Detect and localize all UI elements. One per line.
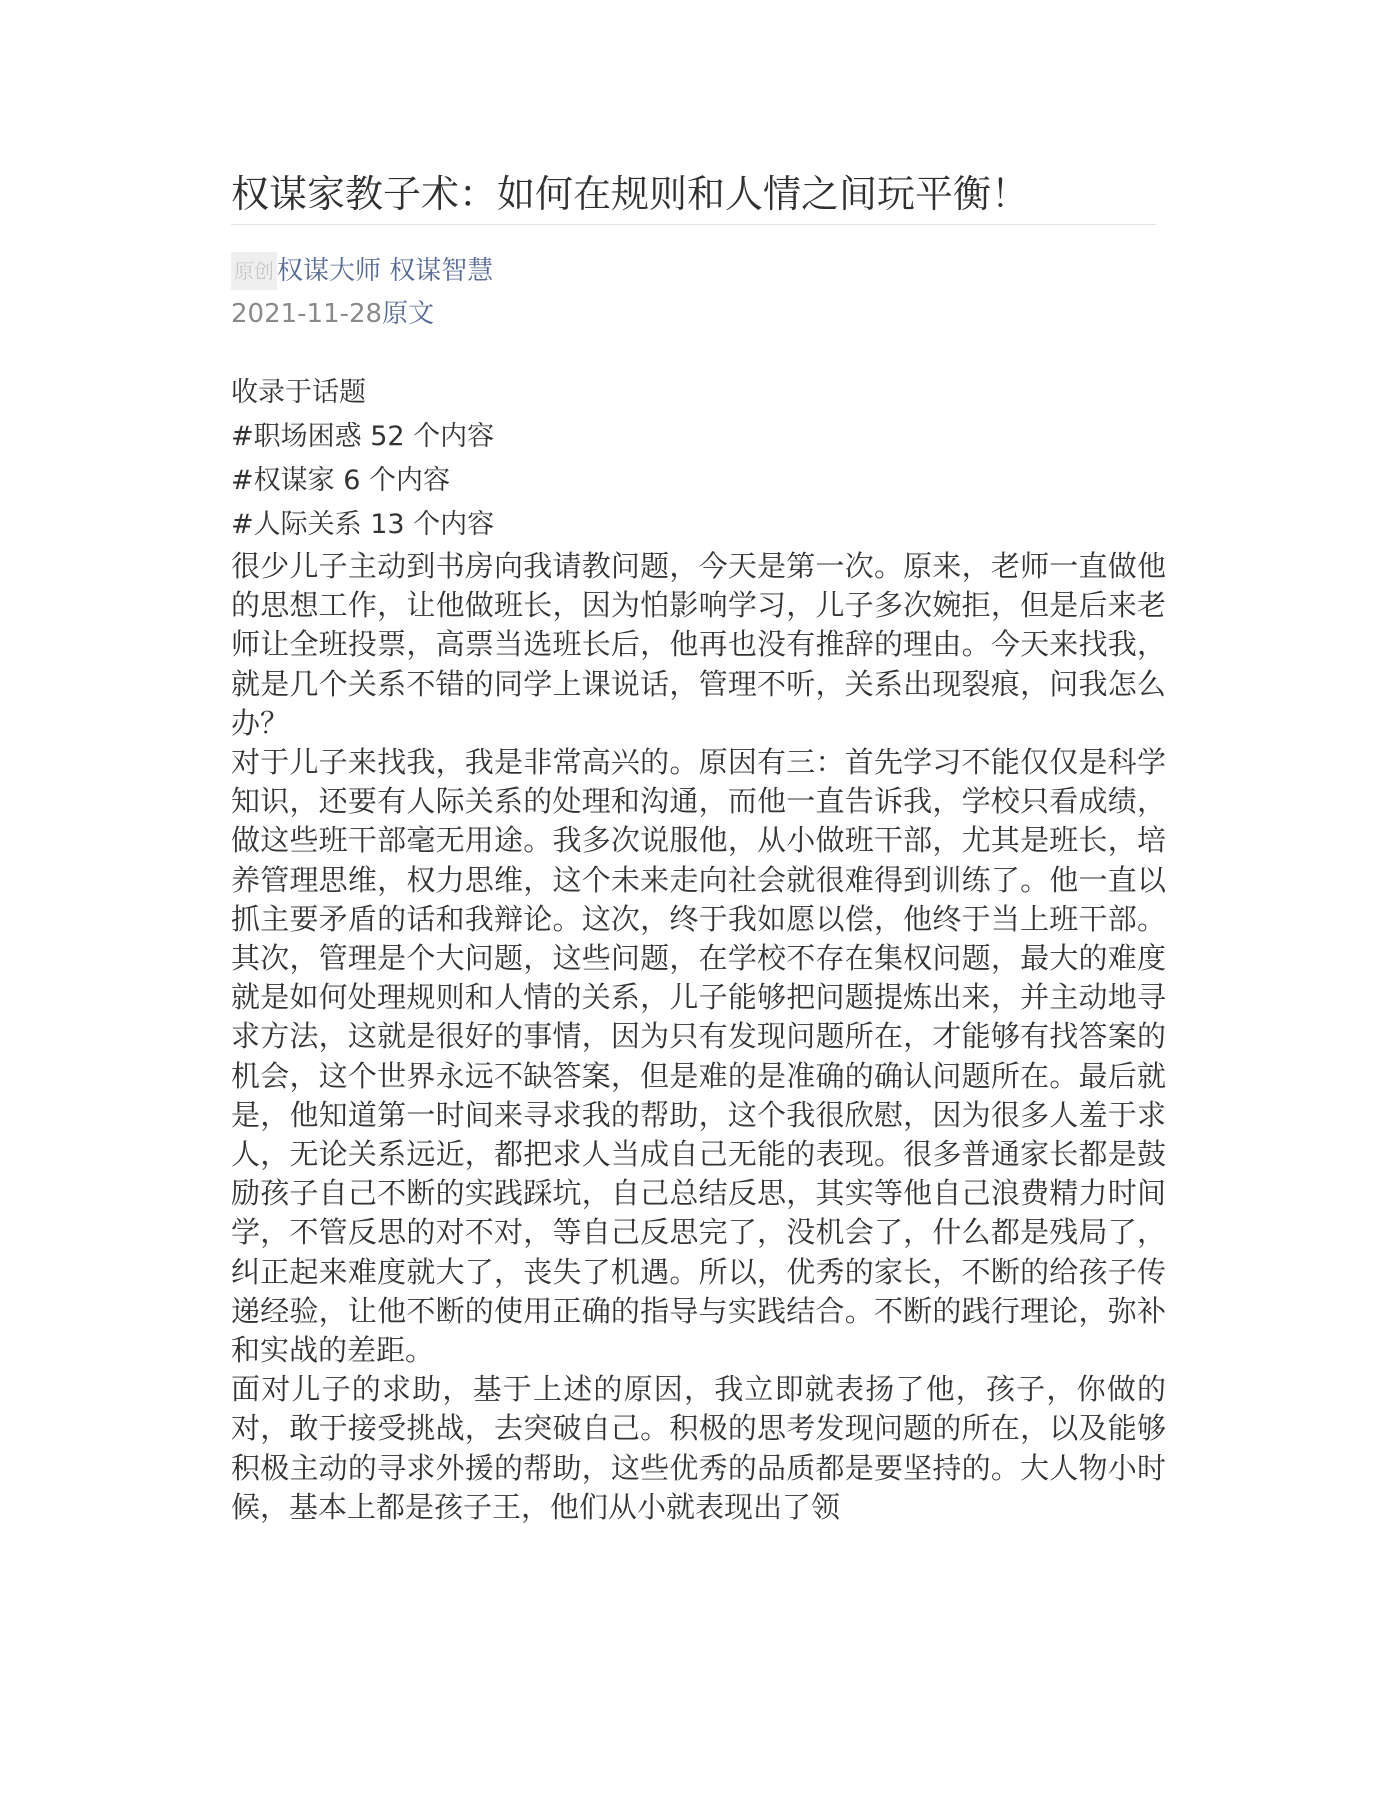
topic-tag-workplace[interactable]: #职场困惑 52 个内容 [231, 421, 495, 452]
body-paragraph-1: 很少儿子主动到书房向我请教问题，今天是第一次。原来，老师一直做他的思想工作，让他做班长，因为怕影响学习，儿子多次婉拒，但是后来老师让全班投票，高票当选班长后，他再也没有推辞的理由。今天来找我，就是几个关系不错的同学上课说话，管理不听，关系出现裂痕，问我怎么办？ [231, 549, 1166, 740]
title-divider [231, 224, 1156, 225]
body-paragraph-3: 面对儿子的求助，基于上述的原因，我立即就表扬了他，孩子，你做的对，敢于接受挑战，去突破自己。积极的思考发现问题的所在，以及能够积极主动的寻求外援的帮助，这些优秀的品质都是要坚持的。大人物小时候，基本上都是孩子王，他们从小就表现出了领 [231, 1372, 1166, 1524]
account-link[interactable]: 权谋智慧 [389, 256, 494, 286]
topic-tag-relationships[interactable]: #人际关系 13 个内容 [231, 509, 495, 540]
article-title: 权谋家教子术：如何在规则和人情之间玩平衡！ [231, 172, 1030, 216]
source-link[interactable]: 原文 [382, 299, 435, 329]
body-paragraph-2: 对于儿子来找我，我是非常高兴的。原因有三：首先学习不能仅仅是科学知识，还要有人际关系的处理和沟通，而他一直告诉我，学校只看成绩，做这些班干部毫无用途。我多次说服他，从小做班干部，尤其是班长，培养管理思维，权力思维，这个未来走向社会就很难得到训练了。他一直以抓主要矛盾的话和我辩论。这次，终于我如愿以偿，他终于当上班干部。其次，管理是个大问题，这些问题，在学校不存在集权问题，最大的难度就是如何处理规则和人情的关系，儿子能够把问题提炼出来，并主动地寻求方法，这就是很好的事情，因为只有发现问题所在，才能够有找答案的机会，这个世界永远不缺答案，但是难的是准确的确认问题所在。最后就是，他知道第一时间来寻求我的帮助，这个我很欣慰，因为很多人羞于求人，无论关系远近，都把求人当成自己无能的表现。很多普通家长都是鼓励孩子自己不断的实践踩坑，自己总结反思，其实等他自己浪费精力时间学，不管反思的对不对，等自己反思完了，没机会了，什么都是残局了，纠正起来难度就大了，丧失了机遇。所以，优秀的家长，不断的给孩子传递经验，让他不断的使用正确的指导与实践结合。不断的践行理论，弥补和实战的差距。 [231, 745, 1166, 1368]
topic-tag-strategist[interactable]: #权谋家 6 个内容 [231, 465, 450, 496]
article-body [231, 547, 1166, 1527]
original-badge: 原创 [231, 252, 277, 290]
article-meta-date-row [231, 294, 434, 334]
topics-heading: 收录于话题 [231, 377, 366, 408]
topics-section [231, 371, 494, 547]
publish-date: 2021-11-28 [231, 299, 383, 329]
article-meta-author-row [231, 251, 493, 291]
author-link[interactable]: 权谋大师 [277, 256, 382, 286]
